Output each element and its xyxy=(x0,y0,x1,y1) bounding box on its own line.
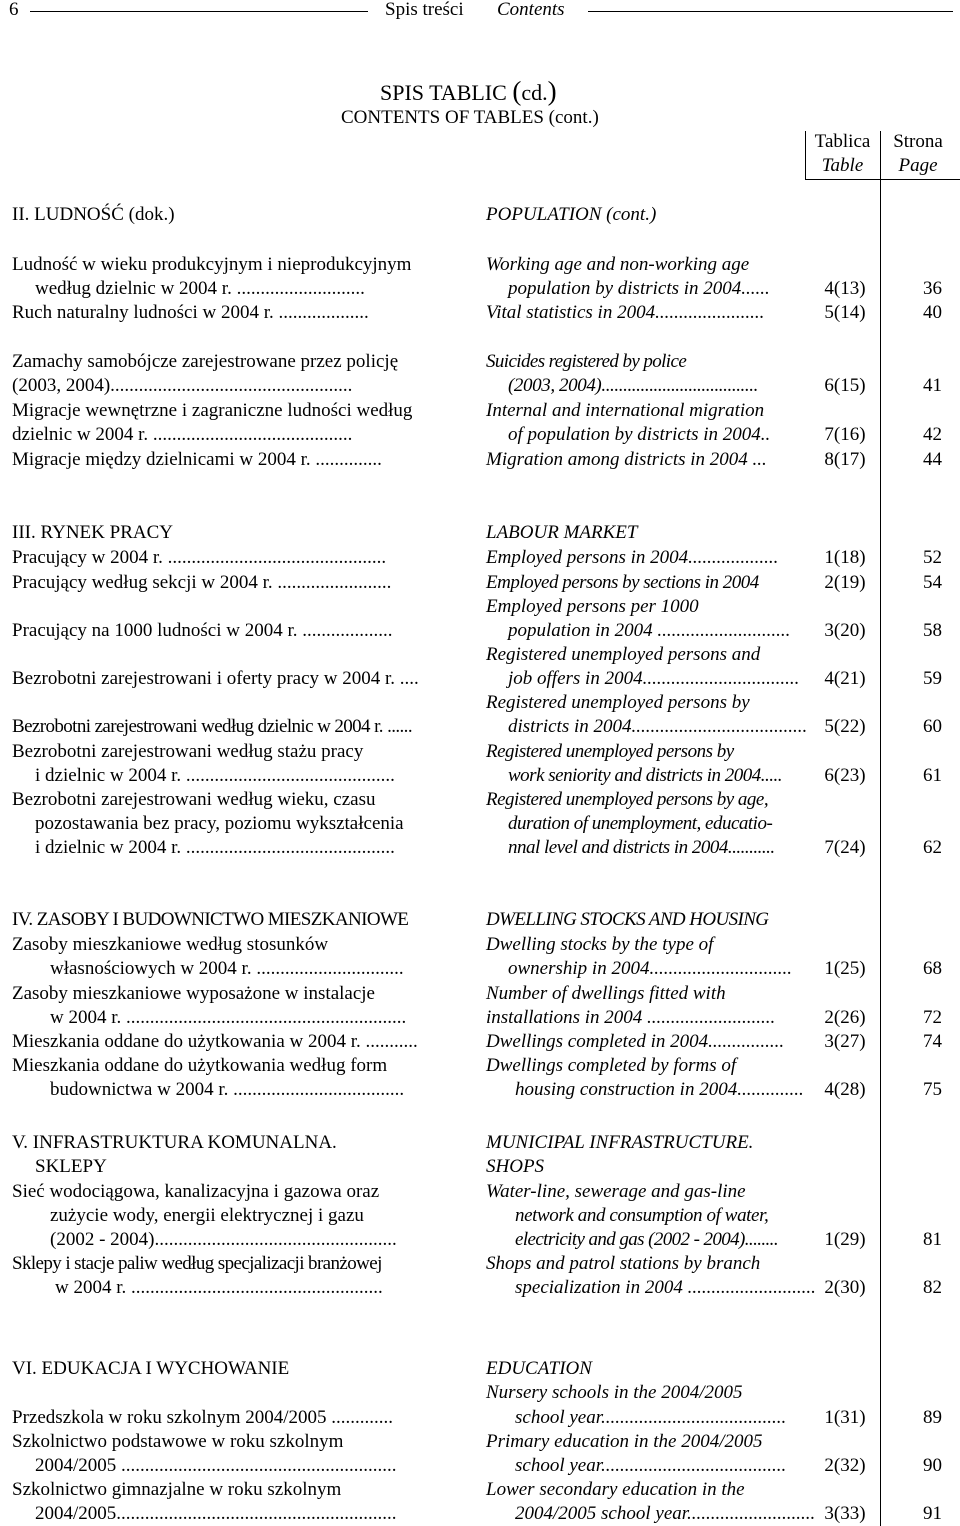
entry-pl-line: Pracujący w 2004 r. .............................................. xyxy=(12,547,387,568)
entry-pl-line: Zamachy samobójcze zarejestrowane przez policję xyxy=(12,351,399,372)
entry-en-line: installations in 2004 ........................... xyxy=(486,1007,776,1028)
entry-en-line: Nursery schools in the 2004/2005 xyxy=(486,1382,743,1403)
table-number: 2(26) xyxy=(824,1007,866,1028)
section-heading-pl: II. LUDNOŚĆ (dok.) xyxy=(12,204,175,225)
entry-en-line: duration of unemployment, educatio- xyxy=(508,813,773,834)
header-title-en: Contents xyxy=(497,0,565,20)
page-title-paren-open: ( xyxy=(512,76,522,106)
section-heading-en: EDUCATION xyxy=(486,1358,592,1379)
table-number: 1(25) xyxy=(824,958,866,979)
header-rule-left xyxy=(30,11,368,12)
entry-en-line: Vital statistics in 2004....................... xyxy=(486,302,765,323)
page-ref: 74 xyxy=(923,1031,942,1052)
col-table-en: Table xyxy=(821,155,864,176)
entry-pl-line: według dzielnic w 2004 r. ........................... xyxy=(35,278,365,299)
table-number: 1(29) xyxy=(824,1229,866,1250)
entry-en-line: Employed persons per 1000 xyxy=(486,596,699,617)
col-page-pl: Strona xyxy=(893,131,943,152)
entry-pl-line: dzielnic w 2004 r. .......................................... xyxy=(12,424,353,445)
entry-en-line: districts in 2004..................................... xyxy=(508,716,808,737)
entry-pl-line: Szkolnictwo podstawowe w roku szkolnym xyxy=(12,1431,344,1452)
page-ref: 61 xyxy=(923,765,942,786)
page-ref: 62 xyxy=(923,837,942,858)
entry-en-line: Shops and patrol stations by branch xyxy=(486,1253,761,1274)
entry-pl-line: Ludność w wieku produkcyjnym i nieprodukcyjnym xyxy=(12,254,412,275)
page-number: 6 xyxy=(9,0,19,20)
entry-pl-line: własnościowych w 2004 r. ............................... xyxy=(50,958,404,979)
entry-en-line: school year....................................... xyxy=(515,1455,787,1476)
entry-en-line: specialization in 2004 ........................... xyxy=(515,1277,816,1298)
section-heading-en: LABOUR MARKET xyxy=(486,522,638,543)
entry-pl-line: 2004/2005........................................................... xyxy=(35,1503,397,1524)
table-number: 4(28) xyxy=(824,1079,866,1100)
page-ref: 44 xyxy=(923,449,942,470)
entry-en-line: of population by districts in 2004.. xyxy=(508,424,771,445)
entry-en-line: Registered unemployed persons by age, xyxy=(486,789,769,810)
page-subtitle: CONTENTS OF TABLES (cont.) xyxy=(341,107,599,128)
entry-en-line: Registered unemployed persons by xyxy=(486,741,734,762)
entry-en-line: Migration among districts in 2004 ... xyxy=(486,449,767,470)
entry-pl-line: Migracje między dzielnicami w 2004 r. .............. xyxy=(12,449,382,470)
entry-pl-line: Mieszkania oddane do użytkowania w 2004 r. ........... xyxy=(12,1031,418,1052)
entry-en-line: Dwellings completed by forms of xyxy=(486,1055,737,1076)
entry-pl-line: i dzielnic w 2004 r. ............................................ xyxy=(35,837,395,858)
page-ref: 89 xyxy=(923,1407,942,1428)
entry-pl-line: Ruch naturalny ludności w 2004 r. ................... xyxy=(12,302,369,323)
page-ref: 72 xyxy=(923,1007,942,1028)
section-heading-en: DWELLING STOCKS AND HOUSING xyxy=(486,909,769,930)
table-number: 6(23) xyxy=(824,765,866,786)
entry-pl-line: budownictwa w 2004 r. .................................... xyxy=(50,1079,405,1100)
entry-pl-line: zużycie wody, energii elektrycznej i gazu xyxy=(50,1205,364,1226)
entry-en-line: school year....................................... xyxy=(515,1407,787,1428)
entry-pl-line: (2003, 2004)................................................... xyxy=(12,375,353,396)
col-divider-right xyxy=(880,131,881,1526)
entry-en-line: (2003, 2004).................................... xyxy=(508,375,758,396)
page-ref: 52 xyxy=(923,547,942,568)
entry-en-line: Employed persons in 2004................... xyxy=(486,547,779,568)
page-ref: 40 xyxy=(923,302,942,323)
page-title xyxy=(380,77,557,107)
entry-en-line: Number of dwellings fitted with xyxy=(486,983,726,1004)
entry-en-line: Water-line, sewerage and gas-line xyxy=(486,1181,746,1202)
entry-pl-line: i dzielnic w 2004 r. ............................................ xyxy=(35,765,395,786)
page-ref: 60 xyxy=(923,716,942,737)
entry-en-line: Registered unemployed persons by xyxy=(486,692,750,713)
page-title-paren-close: ) xyxy=(547,76,557,106)
table-number: 3(33) xyxy=(824,1503,866,1524)
entry-en-line: electricity and gas (2002 - 2004)........ xyxy=(515,1229,778,1250)
entry-pl-line: w 2004 r. ........................................................... xyxy=(50,1007,407,1028)
entry-pl-line: 2004/2005 .......................................................... xyxy=(35,1455,397,1476)
table-number: 1(31) xyxy=(824,1407,866,1428)
entry-en-line: job offers in 2004................................. xyxy=(508,668,800,689)
table-number: 4(13) xyxy=(824,278,866,299)
section-heading-pl: IV. ZASOBY I BUDOWNICTWO MIESZKANIOWE xyxy=(12,909,409,930)
table-number: 6(15) xyxy=(824,375,866,396)
entry-pl-line: Bezrobotni zarejestrowani i oferty pracy w 2004 r. .... xyxy=(12,668,419,689)
table-number: 5(22) xyxy=(824,716,866,737)
entry-en-line: population in 2004 ............................ xyxy=(508,620,791,641)
table-number: 1(18) xyxy=(824,547,866,568)
entry-en-line: Dwellings completed in 2004................ xyxy=(486,1031,785,1052)
entry-en-line: housing construction in 2004.............. xyxy=(515,1079,804,1100)
entry-en-line: work seniority and districts in 2004..... xyxy=(508,765,782,786)
entry-pl-line: Pracujący na 1000 ludności w 2004 r. ................... xyxy=(12,620,393,641)
page-ref: 54 xyxy=(923,572,942,593)
entry-pl-line: Sieć wodociągowa, kanalizacyjna i gazowa oraz xyxy=(12,1181,380,1202)
page-ref: 90 xyxy=(923,1455,942,1476)
entry-pl-line: Pracujący według sekcji w 2004 r. ........................ xyxy=(12,572,392,593)
page-ref: 75 xyxy=(923,1079,942,1100)
section-heading-pl: SKLEPY xyxy=(35,1156,107,1177)
entry-pl-line: Bezrobotni zarejestrowani według dzielnic w 2004 r. ...... xyxy=(12,716,412,737)
entry-pl-line: Sklepy i stacje paliw według specjalizacji branżowej xyxy=(12,1253,382,1274)
page-ref: 36 xyxy=(923,278,942,299)
entry-en-line: Dwelling stocks by the type of xyxy=(486,934,714,955)
table-number: 4(21) xyxy=(824,668,866,689)
header-title-pl: Spis treści xyxy=(385,0,464,20)
table-number: 2(32) xyxy=(824,1455,866,1476)
section-heading-en: POPULATION (cont.) xyxy=(486,204,657,225)
entry-en-line: Working age and non-working age xyxy=(486,254,750,275)
page-ref: 81 xyxy=(923,1229,942,1250)
page-ref: 59 xyxy=(923,668,942,689)
section-heading-en: MUNICIPAL INFRASTRUCTURE. xyxy=(486,1132,754,1153)
page-title-inner: cd. xyxy=(521,80,548,105)
page-ref: 42 xyxy=(923,424,942,445)
entry-en-line: Registered unemployed persons and xyxy=(486,644,761,665)
table-number: 8(17) xyxy=(824,449,866,470)
entry-pl-line: (2002 - 2004)................................................... xyxy=(50,1229,397,1250)
entry-pl-line: Migracje wewnętrzne i zagraniczne ludności według xyxy=(12,400,413,421)
section-heading-pl: VI. EDUKACJA I WYCHOWANIE xyxy=(12,1358,290,1379)
entry-pl-line: Bezrobotni zarejestrowani według wieku, czasu xyxy=(12,789,376,810)
page-ref: 91 xyxy=(923,1503,942,1524)
entry-pl-line: w 2004 r. ..................................................... xyxy=(55,1277,383,1298)
entry-en-line: Suicides registered by police xyxy=(486,351,687,372)
table-number: 3(27) xyxy=(824,1031,866,1052)
table-number: 2(19) xyxy=(824,572,866,593)
col-divider-left xyxy=(805,131,806,179)
entry-en-line: population by districts in 2004...... xyxy=(508,278,770,299)
section-heading-pl: V. INFRASTRUKTURA KOMUNALNA. xyxy=(12,1132,337,1153)
entry-en-line: ownership in 2004.............................. xyxy=(508,958,792,979)
col-table-pl: Tablica xyxy=(814,131,871,152)
table-number: 5(14) xyxy=(824,302,866,323)
page-ref: 82 xyxy=(923,1277,942,1298)
entry-en-line: network and consumption of water, xyxy=(515,1205,769,1226)
entry-en-line: Lower secondary education in the xyxy=(486,1479,745,1500)
entry-pl-line: Zasoby mieszkaniowe wyposażone w instalacje xyxy=(12,983,375,1004)
table-number: 7(24) xyxy=(824,837,866,858)
entry-pl-line: pozostawania bez pracy, poziomu wykształcenia xyxy=(35,813,404,834)
table-number: 2(30) xyxy=(824,1277,866,1298)
entry-en-line: nnal level and districts in 2004........... xyxy=(508,837,775,858)
entry-en-line: Primary education in the 2004/2005 xyxy=(486,1431,763,1452)
col-head-rule xyxy=(805,179,960,180)
entry-pl-line: Mieszkania oddane do użytkowania według form xyxy=(12,1055,388,1076)
entry-pl-line: Szkolnictwo gimnazjalne w roku szkolnym xyxy=(12,1479,342,1500)
entry-en-line: 2004/2005 school year........................... xyxy=(515,1503,816,1524)
entry-pl-line: Zasoby mieszkaniowe według stosunków xyxy=(12,934,329,955)
table-number: 3(20) xyxy=(824,620,866,641)
entry-en-line: Internal and international migration xyxy=(486,400,765,421)
page-ref: 41 xyxy=(923,375,942,396)
entry-pl-line: Przedszkola w roku szkolnym 2004/2005 ............. xyxy=(12,1407,394,1428)
entry-en-line: Employed persons by sections in 2004 xyxy=(486,572,759,593)
section-heading-en: SHOPS xyxy=(486,1156,545,1177)
page-ref: 58 xyxy=(923,620,942,641)
header-rule-right xyxy=(588,11,953,12)
page-title-prefix: SPIS TABLIC xyxy=(380,80,513,105)
entry-pl-line: Bezrobotni zarejestrowani według stażu pracy xyxy=(12,741,364,762)
table-number: 7(16) xyxy=(824,424,866,445)
col-page-en: Page xyxy=(898,155,938,176)
section-heading-pl: III. RYNEK PRACY xyxy=(12,522,173,543)
page-ref: 68 xyxy=(923,958,942,979)
